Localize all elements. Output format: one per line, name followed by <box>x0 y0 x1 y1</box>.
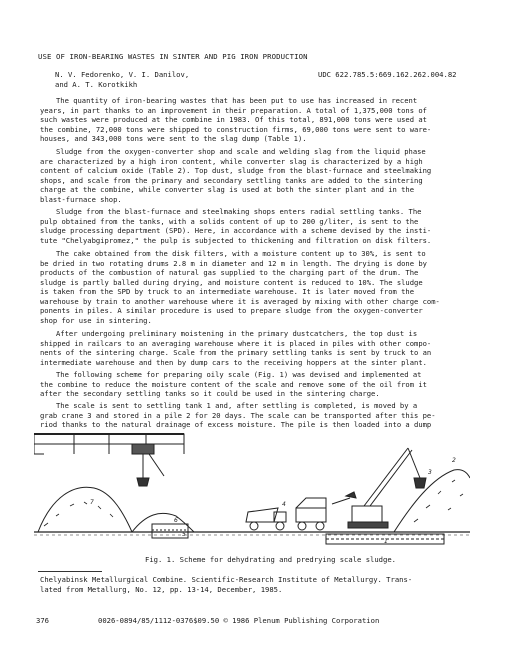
text-line: years, in part thanks to an improvement in their preparation. A total of 1,375,000 tons of <box>40 105 427 115</box>
figure-label-5: 5 <box>182 531 186 538</box>
page-number: 376 <box>36 616 49 625</box>
text-line: intermediate warehouse and then by dump cars to the receiving hoppers at the sinter plant. <box>40 357 427 367</box>
footnote-divider <box>38 571 102 572</box>
text-line: charge at the combine, while converter slag is used at both the sinter plant and in the <box>40 185 415 195</box>
text-line: is taken from the SPD by truck to an intermediate warehouse. It is later moved from the <box>40 287 415 297</box>
grab-crane <box>132 444 164 486</box>
text-line: After undergoing preliminary moistening in the primary dustcatchers, the top dust is <box>56 329 418 338</box>
text-line: after the secondary settling tanks so it could be used in the sintering charge. <box>40 389 380 399</box>
text-line: riod thanks to the natural drainage of excess moisture. The pile is then loaded into a dump <box>40 420 432 430</box>
figure-caption: Fig. 1. Scheme for dehydrating and predrying scale sludge. <box>145 555 396 564</box>
text-line: such wastes were produced at the combine in 1983. Of this total, 891,000 tons were used at <box>40 115 427 125</box>
text-line: shipped in railcars to an averaging warehouse where it is placed in piles with other compo- <box>40 338 432 348</box>
text-line: ponents in piles. A similar procedure is used to prepare sludge from the oxygen-converter <box>40 306 423 316</box>
paragraph-2 <box>40 147 472 204</box>
udc-code: UDC 622.785.5:669.162.262.004.82 <box>318 70 457 79</box>
figure-label-6: 6 <box>174 517 178 524</box>
text-line: Sludge from the oxygen-converter shop and scale and welding slag from the liquid phase <box>56 147 426 156</box>
issn-copyright-line: 0026-0894/85/1112-0376$09.50 © 1986 Plenum Publishing Corporation <box>98 616 380 625</box>
pile-7 <box>38 487 132 532</box>
text-line: warehouse by train to another warehouse where it is averaged by mixing with other charge com- <box>40 296 440 306</box>
text-line: tute "Chelyabgipromez," the pulp is subjected to thickening and filtration on disk filters. <box>40 235 432 245</box>
paragraph-4 <box>40 249 472 325</box>
text-line: grab crane 3 and stored in a pile 2 for 20 days. The scale can be transported after this pe- <box>40 410 436 420</box>
figure-label-1: 1 <box>384 538 388 545</box>
railcar <box>296 492 356 530</box>
figure-label-2: 2 <box>452 457 456 464</box>
paragraph-6 <box>40 370 472 399</box>
figure-label-3: 3 <box>428 469 432 476</box>
text-line: the combine, 72,000 tons were shipped to construction firms, 69,000 tons were sent to ware- <box>40 124 432 134</box>
text-line: be dried in two rotating drums 2.8 m in diameter and 12 m in length. The drying is done by <box>40 258 427 268</box>
excavator-crane <box>348 448 426 528</box>
text-line: are characterized by a high iron content, while converter slag is characterized by a high <box>40 156 423 166</box>
dump-truck <box>246 508 286 530</box>
text-line: The following scheme for preparing oily scale (Fig. 1) was devised and implemented at <box>56 370 422 379</box>
text-line: houses, and 343,000 tons were sent to the slag dump (Table 1). <box>40 134 307 144</box>
text-line: pulp obtained from the tanks, with a solids content of up to 200 g/liter, is sent to the <box>40 216 419 226</box>
text-line: the combine to reduce the moisture content of the scale and remove some of the oil from it <box>40 379 427 389</box>
article-title: USE OF IRON-BEARING WASTES IN SINTER AND PIG IRON PRODUCTION <box>38 52 308 61</box>
text-line: shops, and scale from the primary and secondary settling tanks are added to the sintering <box>40 175 423 185</box>
text-line: The scale is sent to settling tank 1 and, after settling is completed, is moved by a <box>56 401 418 410</box>
text-line: The quantity of iron-bearing wastes that has been put to use has increased in recent <box>56 96 418 105</box>
authors-line-1: N. V. Fedorenko, V. I. Danilov, <box>55 70 190 79</box>
text-line: shop for use in sintering. <box>40 315 152 325</box>
figure-label-7: 7 <box>90 499 94 506</box>
text-line: sludge processing department (SPD). Here, in accordance with a scheme devised by the insti- <box>40 226 432 236</box>
text-line: content of calcium oxide (Table 2). Top dust, sludge from the blast-furnace and steelmaking <box>40 166 432 176</box>
authors-line-2: and A. T. Korotkikh <box>55 79 138 89</box>
text-line: The cake obtained from the disk filters, with a moisture content up to 30%, is sent to <box>56 249 426 258</box>
pile-6 <box>132 513 194 532</box>
footnote-line-2: lated from Metallurg, No. 12, pp. 13-14, December, 1985. <box>40 585 283 594</box>
paragraph-5 <box>40 329 472 367</box>
authors <box>55 70 189 89</box>
pile-2 <box>394 470 470 532</box>
text-line: nents of the sintering charge. Scale from the primary settling tanks is sent by truck to an <box>40 348 432 358</box>
text-line: sludge is partly balled during drying, and moisture content is reduced to 10%. The sludge <box>40 277 423 287</box>
footnote-line-1: Chelyabinsk Metallurgical Combine. Scientific-Research Institute of Metallurgy. Trans- <box>40 575 413 584</box>
text-line: Sludge from the blast-furnace and steelmaking shops enters radial settling tanks. The <box>56 207 422 216</box>
figure-label-4: 4 <box>282 501 286 508</box>
text-line: blast-furnace shop. <box>40 194 122 204</box>
paragraph-1 <box>40 96 472 144</box>
figure-1-diagram <box>34 426 470 546</box>
warehouse-building <box>34 434 184 454</box>
paragraph-3 <box>40 207 472 245</box>
text-line: products of the combustion of natural gas supplied to the charging part of the drum. The <box>40 268 419 278</box>
